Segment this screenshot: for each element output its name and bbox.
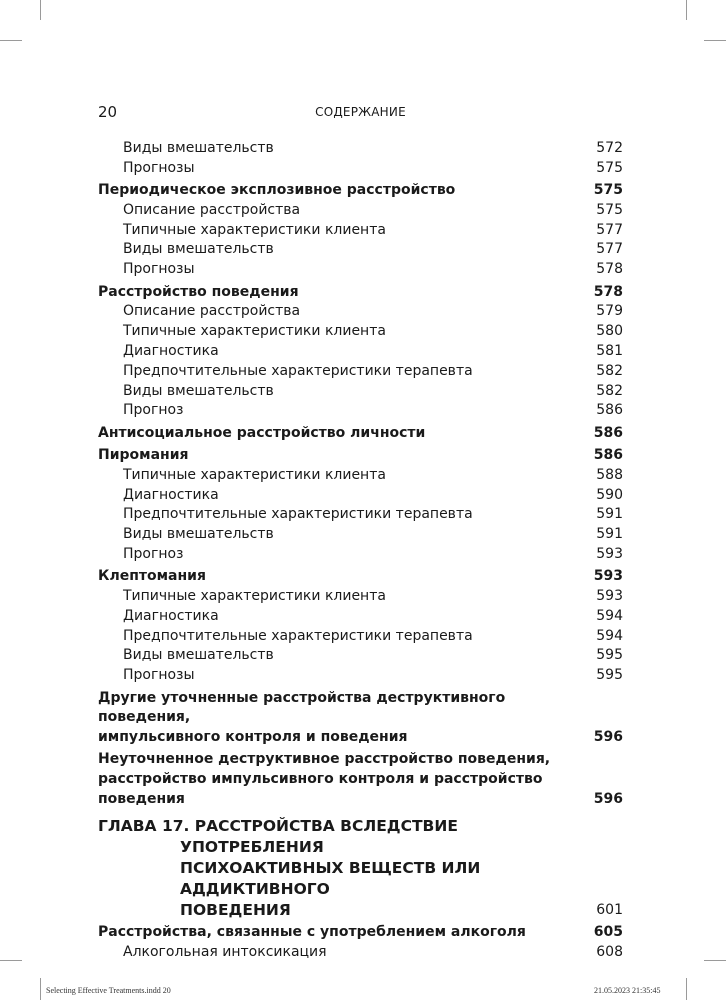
page-header <box>98 103 623 123</box>
toc-subsection <box>98 466 623 486</box>
crop-mark <box>0 40 22 41</box>
toc-subsection <box>98 587 623 607</box>
toc-entry-title: Диагностика <box>123 607 219 624</box>
toc-entry-page: 586 <box>593 446 623 463</box>
table-of-contents <box>98 139 623 963</box>
toc-entry-title: Виды вмешательств <box>123 140 274 156</box>
toc-section <box>98 424 623 444</box>
toc-entry-title: Расстройства, связанные с употреблением алкоголя <box>98 924 526 941</box>
toc-subsection <box>98 486 623 506</box>
toc-entry-page: 593 <box>596 545 623 562</box>
toc-entry-title: Описание расстройства <box>123 303 301 320</box>
toc-entry-page: 577 <box>596 241 623 258</box>
toc-entry-page: 575 <box>593 182 623 199</box>
toc-entry-title: Предпочтительные характеристики терапевта <box>123 362 473 379</box>
toc-section <box>98 689 623 748</box>
toc-entry-page: 590 <box>596 486 623 503</box>
toc-entry-page: 601 <box>596 901 623 918</box>
toc-entry-title: Прогнозы <box>123 667 195 684</box>
toc-section <box>98 283 623 303</box>
toc-subsection <box>98 139 623 159</box>
crop-mark <box>40 0 41 20</box>
toc-entry-page: 581 <box>596 342 623 359</box>
crop-mark <box>0 960 22 961</box>
toc-entry-page: 594 <box>596 627 623 644</box>
toc-entry-title: ГЛАВА 17. РАССТРОЙСТВА ВСЛЕДСТВИЕ УПОТРЕБЛЕНИЯ ПСИХОАКТИВНЫХ ВЕЩЕСТВ ИЛИ АДДИКТИВНОГО ПОВЕДЕНИЯ <box>98 816 481 919</box>
toc-subsection <box>98 943 623 963</box>
toc-subsection <box>98 322 623 342</box>
toc-entry-page: 608 <box>596 944 623 961</box>
toc-entry-title: Диагностика <box>123 486 219 503</box>
crop-mark <box>686 0 687 20</box>
toc-entry-title: Виды вмешательств <box>123 382 274 399</box>
toc-entry-page: 575 <box>596 159 623 176</box>
toc-entry-page: 588 <box>596 466 623 483</box>
toc-entry-title: Периодическое эксплозивное расстройство <box>98 182 456 199</box>
toc-entry-title: Виды вмешательств <box>123 241 274 258</box>
toc-entry-title: Прогнозы <box>123 261 195 278</box>
toc-entry-page: 593 <box>593 568 623 585</box>
crop-mark <box>704 960 726 961</box>
toc-entry-title: Типичные характеристики клиента <box>123 466 386 483</box>
slug-filename: Selecting Effective Treatments.indd 20 <box>46 986 171 995</box>
toc-entry-title: Типичные характеристики клиента <box>123 221 386 238</box>
toc-subsection <box>98 221 623 241</box>
toc-section <box>98 446 623 466</box>
toc-subsection <box>98 260 623 280</box>
toc-entry-title: Пиромания <box>98 446 189 463</box>
toc-section <box>98 567 623 587</box>
toc-entry-title: Неуточненное деструктивное расстройство поведения, расстройство импульсивного контроля и расстройство поведения <box>98 751 551 807</box>
toc-entry-title: Прогноз <box>123 545 184 562</box>
toc-entry-page: 596 <box>593 729 623 746</box>
toc-entry-page: 586 <box>596 402 623 419</box>
toc-subsection <box>98 240 623 260</box>
toc-subsection <box>98 382 623 402</box>
toc-entry-page: 591 <box>596 506 623 523</box>
toc-subsection <box>98 607 623 627</box>
toc-subsection <box>98 159 623 179</box>
toc-entry-title: Прогноз <box>123 402 184 419</box>
slug-datetime: 21.05.2023 21:35:45 <box>594 986 661 995</box>
toc-subsection <box>98 401 623 421</box>
toc-entry-page: 593 <box>596 588 623 605</box>
toc-entry-page: 582 <box>596 382 623 399</box>
toc-entry-title: Виды вмешательств <box>123 526 274 543</box>
toc-entry-title: Типичные характеристики клиента <box>123 323 386 340</box>
toc-entry-page: 575 <box>596 201 623 218</box>
toc-entry-title: Алкогольная интоксикация <box>123 944 327 961</box>
toc-entry-page: 594 <box>596 607 623 624</box>
toc-subsection <box>98 342 623 362</box>
toc-entry-page: 578 <box>593 283 623 300</box>
toc-section <box>98 923 623 943</box>
toc-subsection <box>98 627 623 647</box>
toc-entry-title: Клептомания <box>98 568 206 585</box>
print-slug <box>0 984 726 1000</box>
toc-entry-page: 580 <box>596 323 623 340</box>
toc-entry-page: 591 <box>596 526 623 543</box>
toc-subsection <box>98 505 623 525</box>
crop-mark <box>704 40 726 41</box>
toc-entry-title: Другие уточненные расстройства деструктивного поведения, импульсивного контроля и поведения <box>98 689 506 746</box>
toc-entry-page: 578 <box>596 261 623 278</box>
toc-subsection <box>98 525 623 545</box>
toc-subsection <box>98 302 623 322</box>
toc-entry-page: 595 <box>596 667 623 684</box>
toc-entry-title: Прогнозы <box>123 159 195 176</box>
toc-section <box>98 750 623 809</box>
toc-entry-title: Типичные характеристики клиента <box>123 588 386 605</box>
toc-entry-page: 572 <box>596 140 623 156</box>
page-number: 20 <box>98 103 118 121</box>
toc-entry-page: 595 <box>596 647 623 664</box>
toc-entry-title: Предпочтительные характеристики терапевта <box>123 506 473 523</box>
toc-entry-title: Виды вмешательств <box>123 647 274 664</box>
toc-subsection <box>98 545 623 565</box>
toc-entry-page: 586 <box>593 424 623 441</box>
toc-entry-title: Предпочтительные характеристики терапевта <box>123 627 473 644</box>
toc-entry-page: 579 <box>596 303 623 320</box>
toc-entry-page: 596 <box>593 791 623 807</box>
toc-subsection <box>98 666 623 686</box>
running-head: СОДЕРЖАНИЕ <box>315 105 406 119</box>
toc-entry-page: 605 <box>593 924 623 941</box>
toc-subsection <box>98 646 623 666</box>
toc-section <box>98 181 623 201</box>
toc-chapter <box>98 816 623 921</box>
toc-entry-title: Расстройство поведения <box>98 283 299 300</box>
toc-subsection <box>98 362 623 382</box>
toc-entry-title: Описание расстройства <box>123 201 301 218</box>
toc-entry-page: 582 <box>596 362 623 379</box>
toc-entry-page: 577 <box>596 221 623 238</box>
toc-subsection <box>98 201 623 221</box>
toc-entry-title: Антисоциальное расстройство личности <box>98 424 426 441</box>
toc-entry-title: Диагностика <box>123 342 219 359</box>
